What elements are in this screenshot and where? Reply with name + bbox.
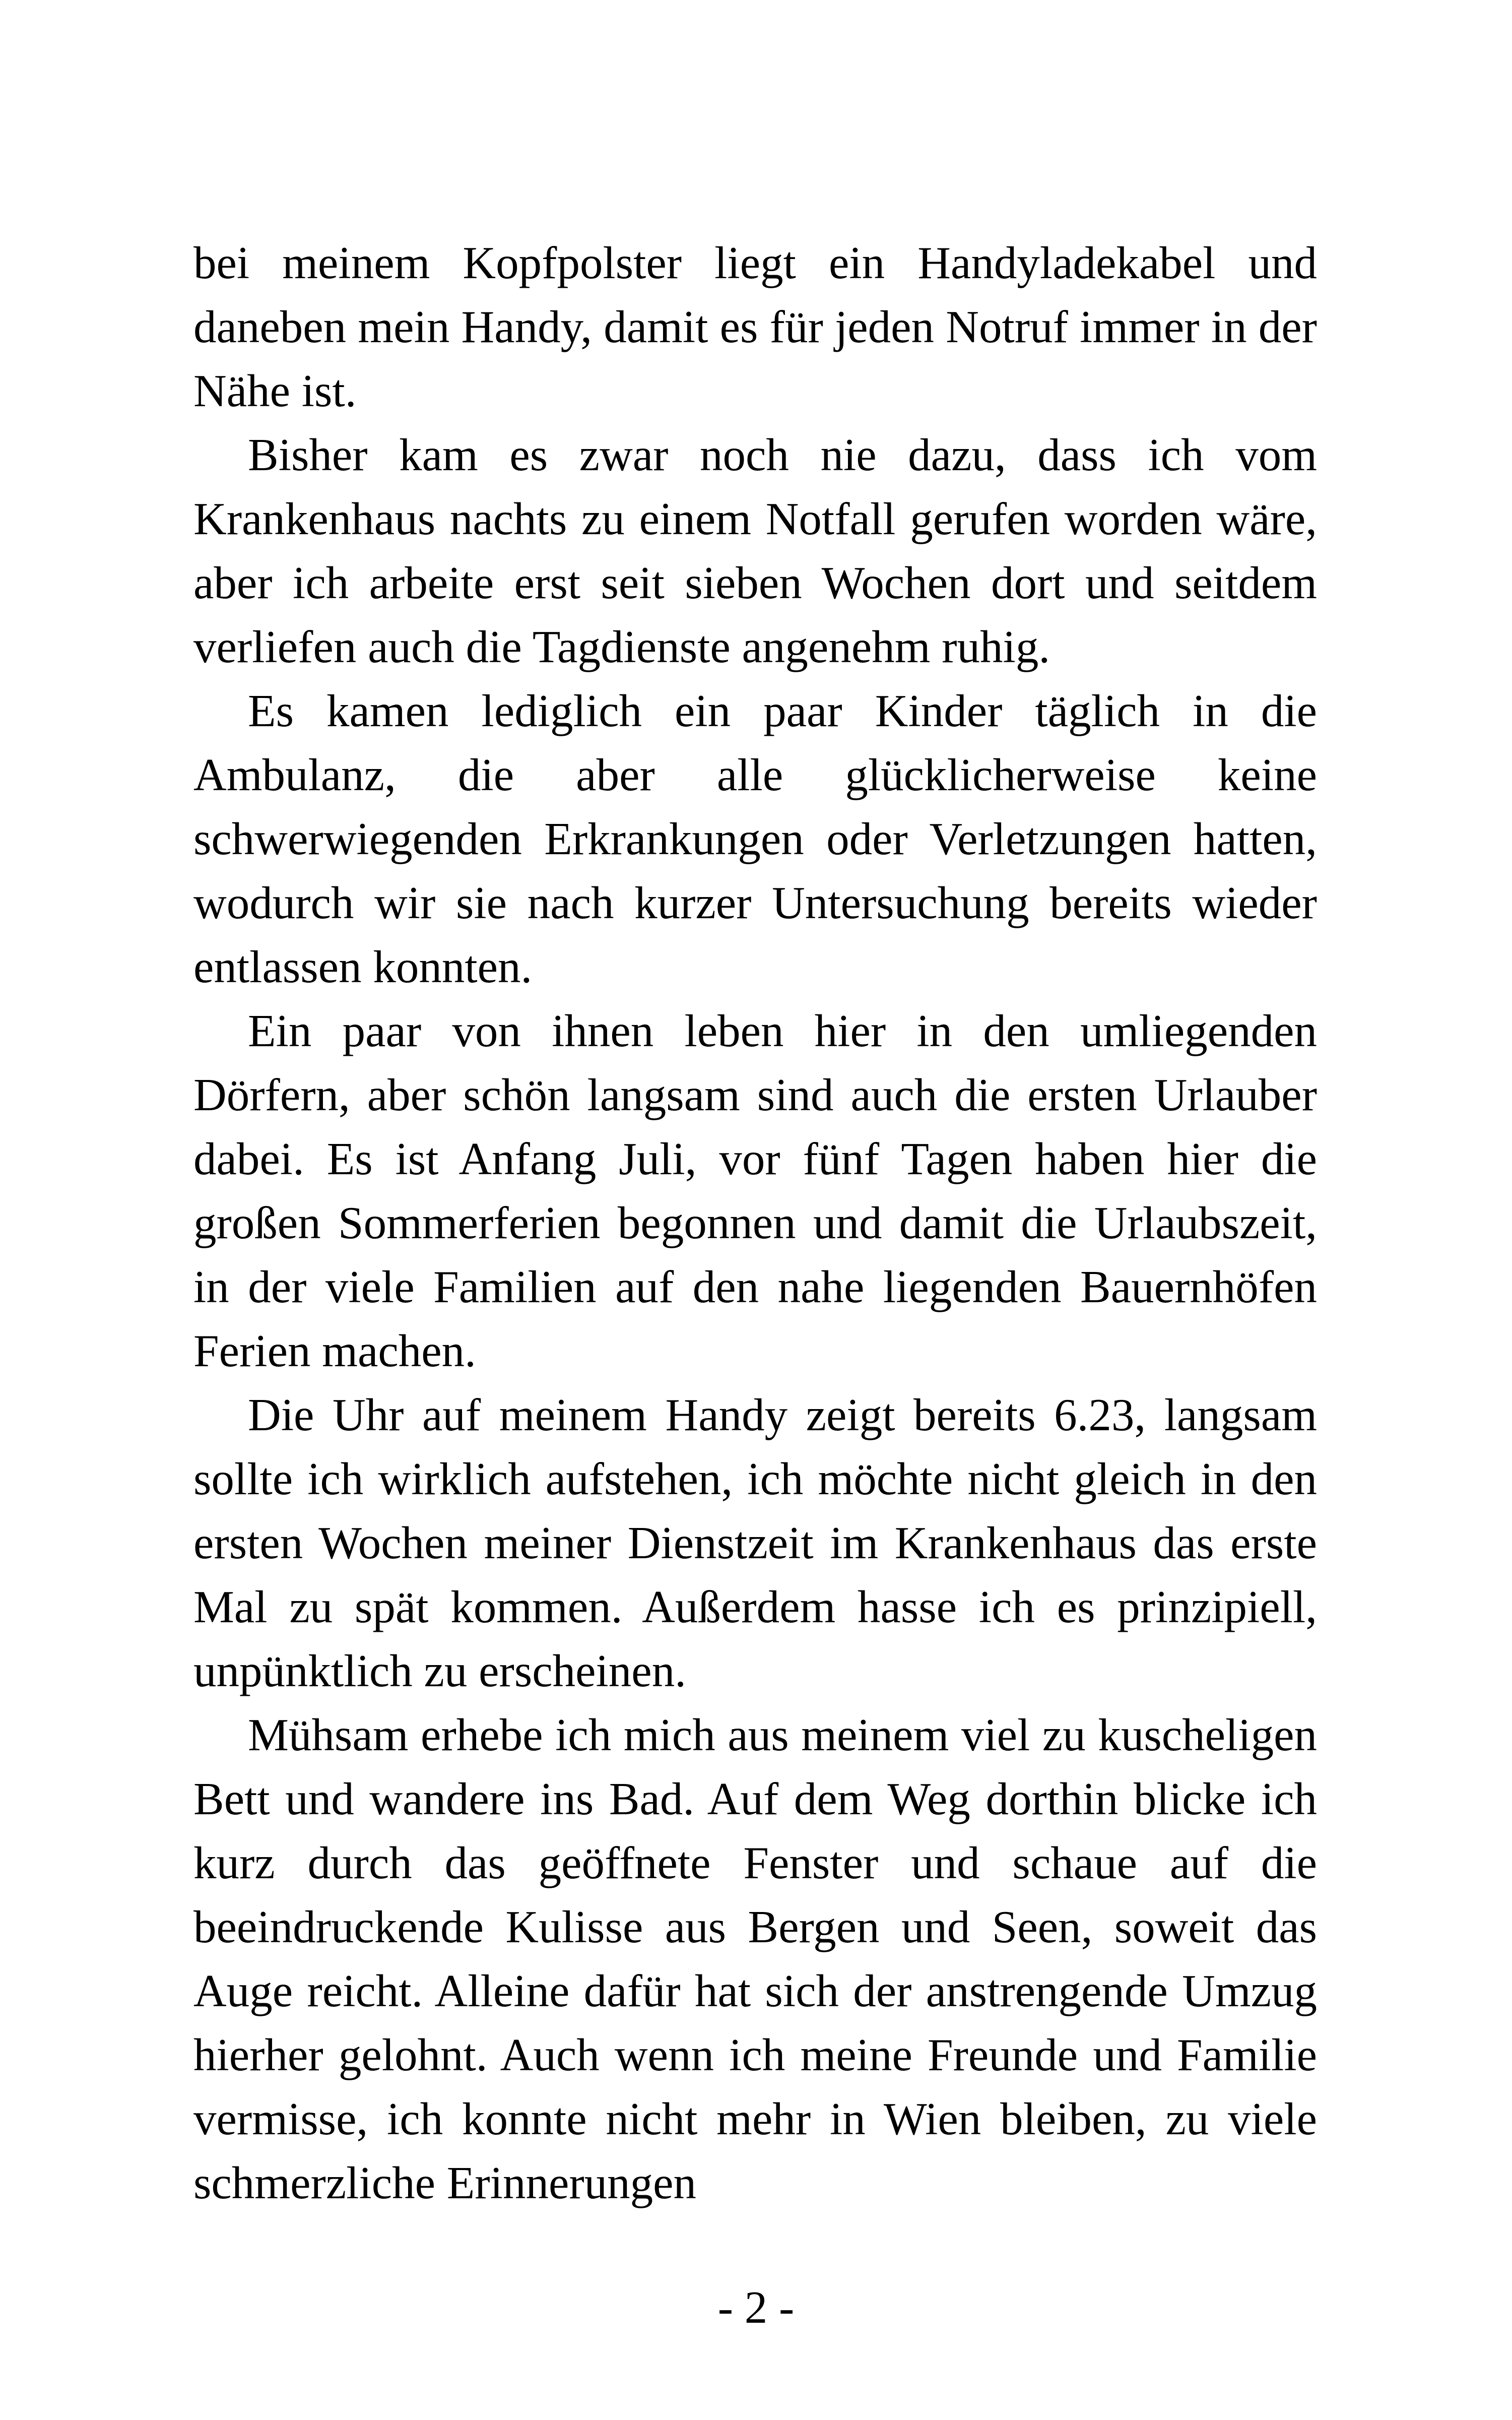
paragraph-5: Die Uhr auf meinem Handy zeigt bereits 6.23, langsam sollte ich wirklich aufstehen, ich möchte nicht gleich in den ersten Wochen meiner Dienstzeit im Krankenhaus das erste Mal zu spät kommen. Außerdem hasse ich es prinzipiell, unpünktlich zu erscheinen. bbox=[193, 1389, 1317, 1696]
paragraph-1: bei meinem Kopfpolster liegt ein Handyladekabel und daneben mein Handy, damit es für jeden Notruf immer in der Nähe ist. bbox=[193, 237, 1317, 416]
body-text bbox=[193, 231, 1317, 2215]
paragraph-2: Bisher kam es zwar noch nie dazu, dass ich vom Krankenhaus nachts zu einem Notfall gerufen worden wäre, aber ich arbeite erst seit sieben Wochen dort und seitdem verliefen auch die Tagdienste angenehm ruhig. bbox=[193, 429, 1317, 672]
paragraph-6: Mühsam erhebe ich mich aus meinem viel zu kuscheligen Bett und wandere ins Bad. Auf dem Weg dorthin blicke ich kurz durch das geöffnete Fenster und schaue auf die beeindruckende Kulisse aus Bergen und Seen, soweit das Auge reicht. Alleine dafür hat sich der anstrengende Umzug hierher gelohnt. Auch wenn ich meine Freunde und Familie vermisse, ich konnte nicht mehr in Wien bleiben, zu viele schmerzliche Erinnerungen bbox=[193, 1709, 1317, 2208]
paragraph-4: Ein paar von ihnen leben hier in den umliegenden Dörfern, aber schön langsam sind auch die ersten Urlauber dabei. Es ist Anfang Juli, vor fünf Tagen haben hier die großen Sommerferien begonnen und damit die Urlaubszeit, in der viele Familien auf den nahe liegenden Bauernhöfen Ferien machen. bbox=[193, 1005, 1317, 1376]
page-number: - 2 - bbox=[717, 2282, 795, 2333]
paragraph-3: Es kamen lediglich ein paar Kinder täglich in die Ambulanz, die aber alle glücklicherweise keine schwerwiegenden Erkrankungen oder Verletzungen hatten, wodurch wir sie nach kurzer Untersuchung bereits wieder entlassen konnten. bbox=[193, 685, 1317, 992]
